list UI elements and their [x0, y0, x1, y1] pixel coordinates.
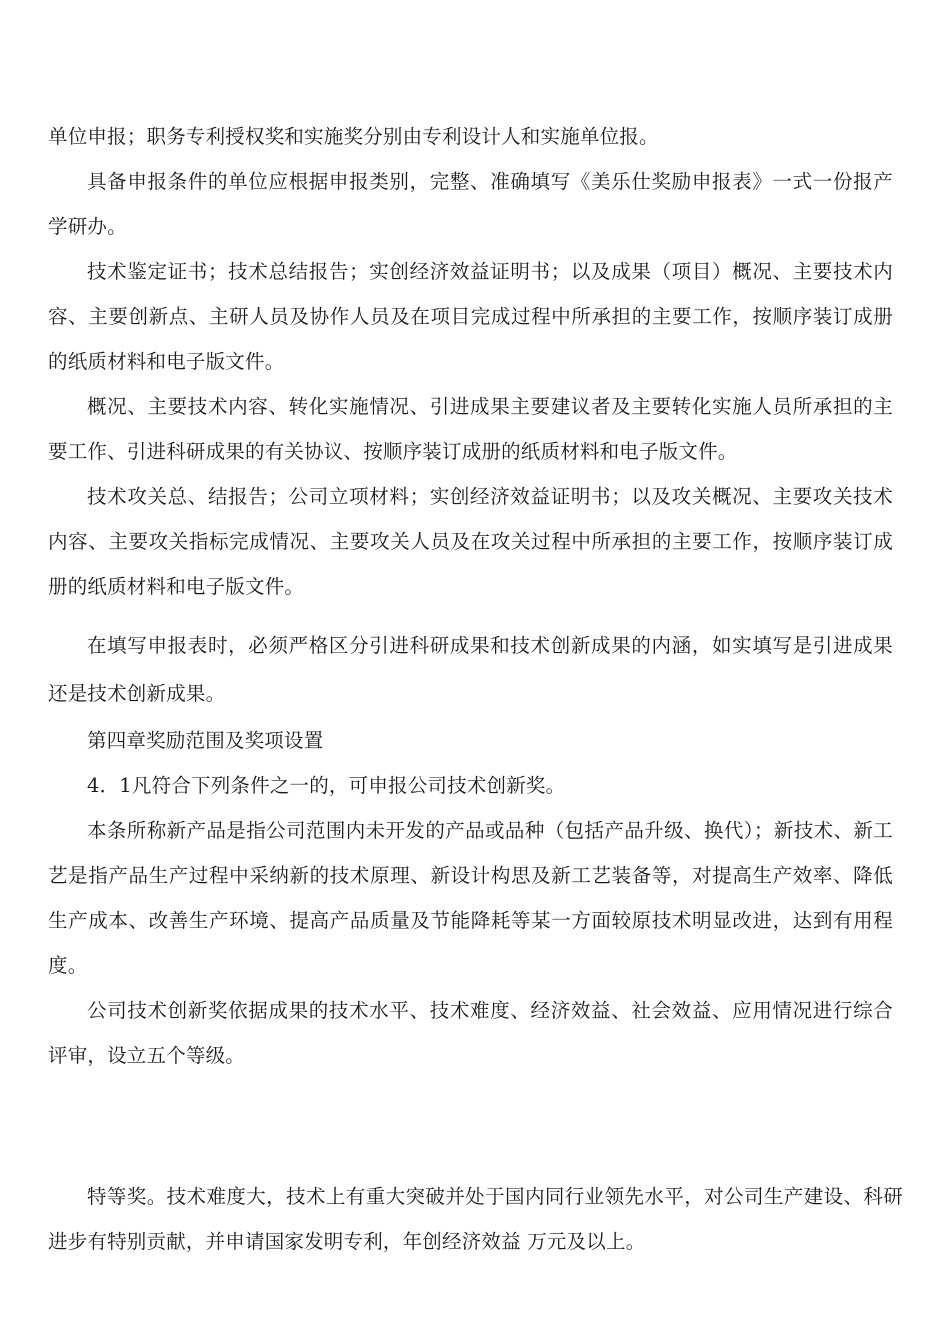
clause-4-1: 4．1凡符合下列条件之一的，可申报公司技术创新奖。 [87, 774, 566, 797]
paragraph-award-levels: 公司技术创新奖依据成果的技术水平、技术难度、经济效益、社会效益、应用情况进行综合评审，设立五个等级。 [48, 999, 893, 1067]
paragraph-overview: 概况、主要技术内容、转化实施情况、引进成果主要建议者及主要转化实施人员所承担的主要工作、引进科研成果的有关协议、按顺序装订成册的纸质材料和电子版文件。 [48, 395, 893, 463]
paragraph-technical-appraisal: 技术鉴定证书；技术总结报告；实创经济效益证明书；以及成果（项目）概况、主要技术内容、主要创新点、主研人员及协作人员及在项目完成过程中所承担的主要工作，按顺序装订成册的纸质材料和电子版文件。 [48, 260, 893, 373]
paragraph-application-units: 单位申报；职务专利授权奖和实施奖分别由专利设计人和实施单位报。 [48, 125, 659, 148]
paragraph-form-filling: 在填写申报表时，必须严格区分引进科研成果和技术创新成果的内涵，如实填写是引进成果还是技术创新成果。 [48, 634, 893, 705]
paragraph-new-product-definition: 本条所称新产品是指公司范围内未开发的产品或品种（包括产品升级、换代）；新技术、新工艺是指产品生产过程中采纳新的技术原理、新设计构思及新工艺装备等，对提高生产效率、降低生产成本、改善生产环境、提高产品质量及节能降耗等某一方面较原技术明显改进，达到有用程度。 [48, 819, 893, 977]
paragraph-tech-breakthrough: 技术攻关总、结报告；公司立项材料；实创经济效益证明书；以及攻关概况、主要攻关技术内容、主要攻关指标完成情况、主要攻关人员及在攻关过程中所承担的主要工作，按顺序装订成册的纸质材料和电子版文件。 [48, 485, 893, 598]
paragraph-special-award: 特等奖。技术难度大，技术上有重大突破并处于国内同行业领先水平，对公司生产建设、科研进步有特别贡献，并申请国家发明专利，年创经济效益 万元及以上。 [48, 1185, 903, 1253]
chapter-heading: 第四章奖励范围及奖项设置 [87, 729, 324, 752]
paragraph-application-form: 具备申报条件的单位应根据申报类别，完整、准确填写《美乐仕奖励申报表》一式一份报产学研办。 [48, 170, 893, 238]
